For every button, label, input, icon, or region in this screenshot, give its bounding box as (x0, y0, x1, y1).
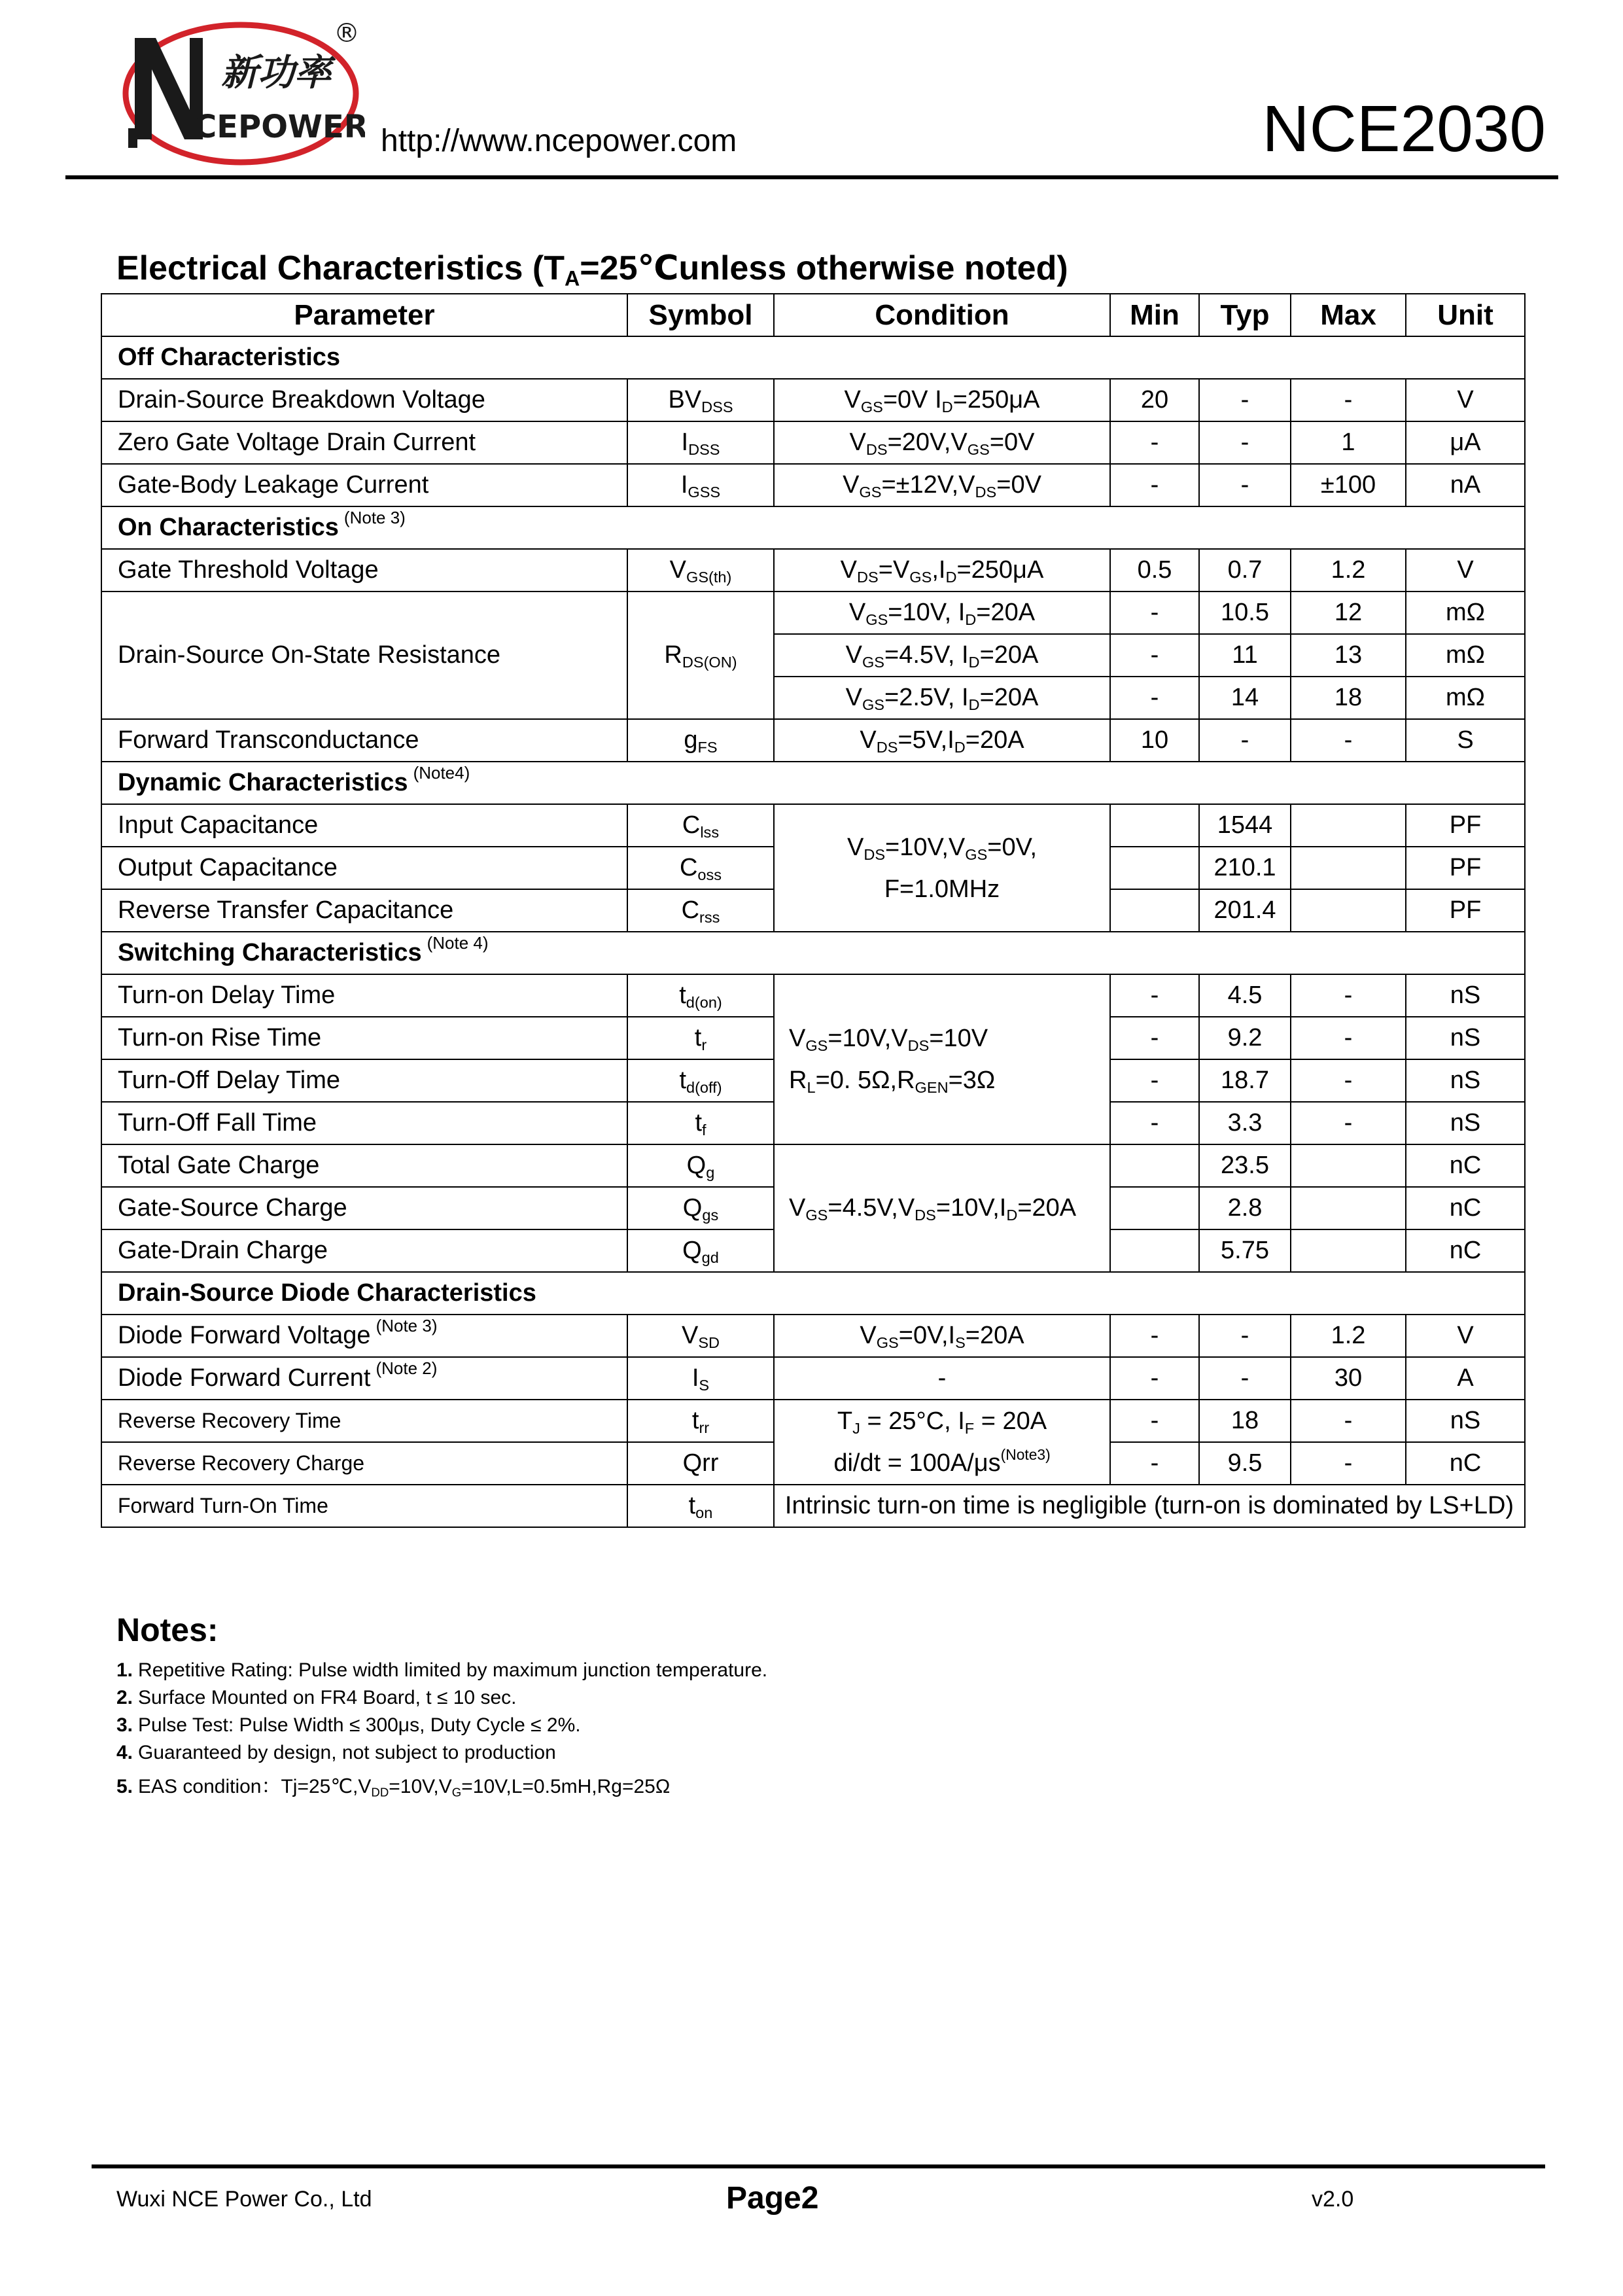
section-diode: Drain-Source Diode Characteristics (101, 1272, 1525, 1315)
footer-divider (92, 2164, 1545, 2168)
header-condition: Condition (774, 294, 1110, 336)
table-row (101, 974, 1525, 1017)
max-cell: ±100 (1291, 464, 1406, 506)
footer-company: Wuxi NCE Power Co., Ltd (116, 2187, 372, 2212)
param-cell: Reverse Transfer Capacitance (101, 889, 627, 932)
unit-cell: nS (1406, 1102, 1525, 1144)
max-cell (1291, 804, 1406, 847)
symbol-cell: $Q_{gd}$ (627, 1229, 774, 1272)
note-item: 3. Pulse Test: Pulse Width ≤ 300μs, Duty Cycle ≤ 2%. (116, 1714, 581, 1736)
section-row (101, 762, 1525, 804)
unit-cell: nS (1406, 1059, 1525, 1102)
condition-cell: $V_{DS}=V_{GS},I_D=250\mu A$ (774, 549, 1110, 592)
min-cell: - (1110, 634, 1199, 677)
min-cell: - (1110, 464, 1199, 506)
table-row (101, 1144, 1525, 1187)
max-cell (1291, 1229, 1406, 1272)
max-cell: - (1291, 379, 1406, 421)
min-cell (1110, 1144, 1199, 1187)
table-row (101, 549, 1525, 592)
max-cell: 12 (1291, 592, 1406, 634)
typ-cell: 210.1 (1199, 847, 1291, 889)
min-cell: - (1110, 1400, 1199, 1442)
typ-cell: 11 (1199, 634, 1291, 677)
condition-cell: $V_{GS}=0V$ $I_D=250\mu A$ (774, 379, 1110, 421)
param-cell: Forward Turn-On Time (101, 1485, 627, 1527)
condition-cell: $V_{GS}=10V$, $I_D=20A$ (774, 592, 1110, 634)
note-item: 1. Repetitive Rating: Pulse width limited by maximum junction temperature. (116, 1659, 768, 1681)
typ-cell: 4.5 (1199, 974, 1291, 1017)
unit-cell: nS (1406, 1400, 1525, 1442)
typ-cell: 9.2 (1199, 1017, 1291, 1059)
min-cell (1110, 847, 1199, 889)
param-cell: Drain-Source On-State Resistance (101, 592, 627, 719)
min-cell (1110, 1229, 1199, 1272)
condition-cell: $V_{GS}=10V,V_{DS}=10V$ $R_L=0$. $5\Omega,R_{GEN}=3\Omega$ (774, 974, 1110, 1144)
condition-cell: $V_{DS}=20V,V_{GS}=0V$ (774, 421, 1110, 464)
max-cell: - (1291, 1442, 1406, 1485)
unit-cell: nC (1406, 1187, 1525, 1229)
table-row (101, 421, 1525, 464)
condition-cell: - (774, 1357, 1110, 1400)
max-cell: - (1291, 1059, 1406, 1102)
table-row (101, 379, 1525, 421)
note-item: 5. EAS condition：$Tj=25℃,V_{DD}=10V,V_G=10V,L=0.5mH,Rg=25\Omega$ (116, 1776, 671, 1799)
min-cell: - (1110, 1017, 1199, 1059)
section-on: On Characteristics $^{(Note 3)}$ (101, 506, 1525, 549)
symbol-cell: $I_S$ (627, 1357, 774, 1400)
footer-version: v2.0 (1312, 2187, 1354, 2212)
unit-cell: PF (1406, 889, 1525, 932)
typ-cell: 1544 (1199, 804, 1291, 847)
typ-cell: 18 (1199, 1400, 1291, 1442)
header-min: Min (1110, 294, 1199, 336)
min-cell: - (1110, 1059, 1199, 1102)
param-cell: Diode Forward Voltage $^{(Note 3)}$ (101, 1315, 627, 1357)
min-cell: 20 (1110, 379, 1199, 421)
section-off: Off Characteristics (101, 336, 1525, 379)
max-cell: 30 (1291, 1357, 1406, 1400)
typ-cell: 10.5 (1199, 592, 1291, 634)
symbol-cell: $V_{SD}$ (627, 1315, 774, 1357)
symbol-cell: $t_{d(on)}$ (627, 974, 774, 1017)
header-unit: Unit (1406, 294, 1525, 336)
header-typ: Typ (1199, 294, 1291, 336)
unit-cell: V (1406, 379, 1525, 421)
typ-cell: 23.5 (1199, 1144, 1291, 1187)
param-cell: Zero Gate Voltage Drain Current (101, 421, 627, 464)
unit-cell: mΩ (1406, 592, 1525, 634)
header-symbol: Symbol (627, 294, 774, 336)
electrical-characteristics-table (101, 293, 1526, 1528)
unit-cell: V (1406, 1315, 1525, 1357)
typ-cell: - (1199, 1357, 1291, 1400)
typ-cell: 3.3 (1199, 1102, 1291, 1144)
typ-cell: 2.8 (1199, 1187, 1291, 1229)
symbol-cell: $t_f$ (627, 1102, 774, 1144)
section-row (101, 932, 1525, 974)
condition-cell: $V_{GS}=0V,I_S=20A$ (774, 1315, 1110, 1357)
unit-cell: nC (1406, 1442, 1525, 1485)
unit-cell: mΩ (1406, 634, 1525, 677)
param-cell: Total Gate Charge (101, 1144, 627, 1187)
typ-cell: 18.7 (1199, 1059, 1291, 1102)
header-divider (65, 175, 1558, 179)
symbol-cell: Qrr (627, 1442, 774, 1485)
min-cell: - (1110, 677, 1199, 719)
unit-cell: PF (1406, 847, 1525, 889)
table-row (101, 1485, 1525, 1527)
table-row (101, 464, 1525, 506)
min-cell: - (1110, 974, 1199, 1017)
typ-cell: - (1199, 421, 1291, 464)
typ-cell: 14 (1199, 677, 1291, 719)
company-logo (116, 12, 365, 169)
param-cell: Gate-Body Leakage Current (101, 464, 627, 506)
unit-cell: mΩ (1406, 677, 1525, 719)
note-item: 4. Guaranteed by design, not subject to production (116, 1742, 556, 1763)
symbol-cell: $g_{FS}$ (627, 719, 774, 762)
param-cell: Turn-Off Fall Time (101, 1102, 627, 1144)
min-cell: - (1110, 592, 1199, 634)
table-row (101, 1315, 1525, 1357)
min-cell (1110, 804, 1199, 847)
website-url[interactable]: http://www.ncepower.com (381, 124, 737, 158)
section-row (101, 506, 1525, 549)
footer-page-number: Page2 (726, 2181, 819, 2216)
section-dynamic: Dynamic Characteristics $^{(Note4)}$ (101, 762, 1525, 804)
unit-cell: nS (1406, 1017, 1525, 1059)
param-cell: Diode Forward Current $^{(Note 2)}$ (101, 1357, 627, 1400)
param-cell: Gate Threshold Voltage (101, 549, 627, 592)
condition-cell: $V_{GS}=\pm 12V,V_{DS}=0V$ (774, 464, 1110, 506)
max-cell: - (1291, 974, 1406, 1017)
min-cell: 0.5 (1110, 549, 1199, 592)
max-cell: - (1291, 1017, 1406, 1059)
max-cell: - (1291, 719, 1406, 762)
symbol-cell: $R_{DS(ON)}$ (627, 592, 774, 719)
symbol-cell: $C_{rss}$ (627, 889, 774, 932)
max-cell: 1.2 (1291, 549, 1406, 592)
section-switching: Switching Characteristics $^{(Note 4)}$ (101, 932, 1525, 974)
registered-mark: ® (334, 18, 360, 48)
unit-cell: μA (1406, 421, 1525, 464)
param-cell: Reverse Recovery Time (101, 1400, 627, 1442)
condition-cell: $V_{DS}=5V,I_D=20A$ (774, 719, 1110, 762)
symbol-cell: $I_{DSS}$ (627, 421, 774, 464)
condition-cell: Intrinsic turn-on time is negligible (turn-on is dominated by LS+LD) (774, 1485, 1525, 1527)
symbol-cell: $Q_{gs}$ (627, 1187, 774, 1229)
min-cell: - (1110, 1102, 1199, 1144)
typ-cell: 201.4 (1199, 889, 1291, 932)
section-row (101, 1272, 1525, 1315)
min-cell: - (1110, 1357, 1199, 1400)
typ-cell: - (1199, 1315, 1291, 1357)
unit-cell: nA (1406, 464, 1525, 506)
unit-cell: V (1406, 549, 1525, 592)
max-cell: - (1291, 1102, 1406, 1144)
max-cell: 18 (1291, 677, 1406, 719)
section-title: Electrical Characteristics ($T_A=25℃unless$ otherwise noted) (116, 249, 1068, 291)
condition-cell: $T_J = 25^\circ C$, $I_F = 20A$ $di/dt = 100A/\mu s^{(Note3)}$ (774, 1400, 1110, 1485)
unit-cell: nC (1406, 1144, 1525, 1187)
header-max: Max (1291, 294, 1406, 336)
condition-cell: $V_{GS}=4.5V,V_{DS}=10V,I_D=20A$ (774, 1144, 1110, 1272)
condition-cell: $V_{GS}=4.5V$, $I_D=20A$ (774, 634, 1110, 677)
min-cell (1110, 1187, 1199, 1229)
min-cell: - (1110, 1315, 1199, 1357)
max-cell: 1 (1291, 421, 1406, 464)
max-cell (1291, 847, 1406, 889)
symbol-cell: $C_{lss}$ (627, 804, 774, 847)
logo-cn-text: 新功率 (221, 52, 331, 94)
table-row (101, 719, 1525, 762)
part-number: NCE2030 (1262, 92, 1546, 166)
max-cell (1291, 1187, 1406, 1229)
param-cell: Drain-Source Breakdown Voltage (101, 379, 627, 421)
symbol-cell: $t_{on}$ (627, 1485, 774, 1527)
notes-list (116, 1657, 767, 1801)
max-cell (1291, 1144, 1406, 1187)
table-row (101, 1357, 1525, 1400)
param-cell: Forward Transconductance (101, 719, 627, 762)
condition-cell: $V_{DS}=10V,V_{GS}=0V$, F=1.0MHz (774, 804, 1110, 932)
max-cell: 1.2 (1291, 1315, 1406, 1357)
param-cell: Gate-Drain Charge (101, 1229, 627, 1272)
max-cell: 13 (1291, 634, 1406, 677)
section-row (101, 336, 1525, 379)
typ-cell: - (1199, 719, 1291, 762)
min-cell: 10 (1110, 719, 1199, 762)
unit-cell: S (1406, 719, 1525, 762)
table-row (101, 592, 1525, 634)
notes-title: Notes: (116, 1612, 218, 1648)
unit-cell: nS (1406, 974, 1525, 1017)
min-cell (1110, 889, 1199, 932)
symbol-cell: $C_{oss}$ (627, 847, 774, 889)
param-cell: Turn-Off Delay Time (101, 1059, 627, 1102)
param-cell: Gate-Source Charge (101, 1187, 627, 1229)
param-cell: Reverse Recovery Charge (101, 1442, 627, 1485)
table-row (101, 1400, 1525, 1442)
typ-cell: 9.5 (1199, 1442, 1291, 1485)
symbol-cell: $t_{rr}$ (627, 1400, 774, 1442)
param-cell: Turn-on Rise Time (101, 1017, 627, 1059)
note-item: 2. Surface Mounted on FR4 Board, t ≤ 10 sec. (116, 1687, 517, 1708)
symbol-cell: $BV_{DSS}$ (627, 379, 774, 421)
typ-cell: - (1199, 379, 1291, 421)
min-cell: - (1110, 421, 1199, 464)
typ-cell: - (1199, 464, 1291, 506)
logo-en-text: CEPOWER (194, 109, 365, 145)
table-header-row (101, 294, 1525, 336)
table-row (101, 804, 1525, 847)
symbol-cell: $I_{GSS}$ (627, 464, 774, 506)
unit-cell: nC (1406, 1229, 1525, 1272)
param-cell: Output Capacitance (101, 847, 627, 889)
unit-cell: A (1406, 1357, 1525, 1400)
unit-cell: PF (1406, 804, 1525, 847)
symbol-cell: $Q_g$ (627, 1144, 774, 1187)
max-cell: - (1291, 1400, 1406, 1442)
param-cell: Turn-on Delay Time (101, 974, 627, 1017)
min-cell: - (1110, 1442, 1199, 1485)
symbol-cell: $t_{d(off)}$ (627, 1059, 774, 1102)
typ-cell: 5.75 (1199, 1229, 1291, 1272)
param-cell: Input Capacitance (101, 804, 627, 847)
typ-cell: 0.7 (1199, 549, 1291, 592)
header-parameter: Parameter (101, 294, 627, 336)
max-cell (1291, 889, 1406, 932)
symbol-cell: $V_{GS(th)}$ (627, 549, 774, 592)
condition-cell: $V_{GS}=2.5V$, $I_D=20A$ (774, 677, 1110, 719)
symbol-cell: $t_r$ (627, 1017, 774, 1059)
